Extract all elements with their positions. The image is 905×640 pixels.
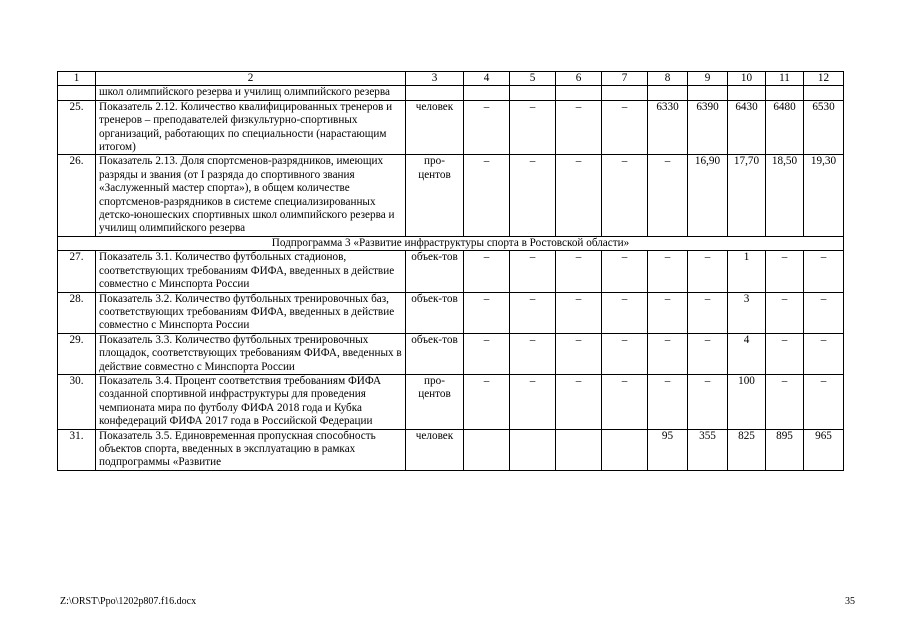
value-cell: – [510, 292, 556, 333]
indicator-text: школ олимпийского резерва и училищ олимпийского резерва [96, 86, 406, 100]
table-row [58, 333, 844, 374]
value-cell: 355 [688, 429, 728, 470]
value-cell: – [510, 251, 556, 292]
row-number: 25. [58, 100, 96, 155]
value-cell: – [464, 155, 510, 236]
value-cell: 19,30 [804, 155, 844, 236]
value-cell: – [688, 292, 728, 333]
value-cell: – [602, 100, 648, 155]
section-row [58, 236, 844, 250]
value-cell: 17,70 [728, 155, 766, 236]
row-number: 30. [58, 374, 96, 429]
indicator-table [57, 71, 844, 471]
value-cell: 6390 [688, 100, 728, 155]
value-cell [766, 86, 804, 100]
value-cell: – [464, 333, 510, 374]
table-row [58, 429, 844, 470]
value-cell [464, 86, 510, 100]
value-cell: – [648, 292, 688, 333]
row-number: 28. [58, 292, 96, 333]
value-cell: – [804, 374, 844, 429]
header-cell: 9 [688, 72, 728, 86]
value-cell: – [602, 155, 648, 236]
value-cell [556, 429, 602, 470]
value-cell: 1 [728, 251, 766, 292]
section-title: Подпрограмма 3 «Развитие инфраструктуры спорта в Ростовской области» [58, 236, 844, 250]
value-cell [556, 86, 602, 100]
value-cell: – [510, 333, 556, 374]
value-cell: – [464, 100, 510, 155]
value-cell: – [510, 155, 556, 236]
row-number: 26. [58, 155, 96, 236]
value-cell: 895 [766, 429, 804, 470]
file-path: Z:\ORST\Ppo\1202p807.f16.docx [60, 596, 197, 607]
value-cell [804, 86, 844, 100]
value-cell: – [602, 251, 648, 292]
unit-cell: объек-тов [406, 333, 464, 374]
value-cell: 4 [728, 333, 766, 374]
value-cell [728, 86, 766, 100]
header-cell: 8 [648, 72, 688, 86]
indicator-text: Показатель 3.4. Процент соответствия требованиям ФИФА созданной спортивной инфраструктуры для проведения чемпионата мира по футболу ФИФА 2018 года и Кубка конфедераций ФИФА 2017 года в Российской Федерации [96, 374, 406, 429]
indicator-text: Показатель 3.5. Единовременная пропускная способность объектов спорта, введенных в эксплуатацию в рамках подпрограммы «Развитие [96, 429, 406, 470]
page-number: 35 [845, 596, 855, 607]
unit-cell: про-центов [406, 374, 464, 429]
value-cell [688, 86, 728, 100]
value-cell: – [804, 333, 844, 374]
header-cell: 2 [96, 72, 406, 86]
value-cell: 100 [728, 374, 766, 429]
value-cell: – [602, 292, 648, 333]
value-cell: – [602, 374, 648, 429]
value-cell: – [648, 155, 688, 236]
value-cell: – [648, 333, 688, 374]
value-cell: 965 [804, 429, 844, 470]
table-row [58, 292, 844, 333]
header-cell: 7 [602, 72, 648, 86]
value-cell: – [510, 100, 556, 155]
value-cell: – [648, 251, 688, 292]
value-cell: – [464, 292, 510, 333]
unit-cell: объек-тов [406, 251, 464, 292]
value-cell: – [556, 374, 602, 429]
unit-cell: человек [406, 429, 464, 470]
value-cell: 6480 [766, 100, 804, 155]
value-cell: – [464, 251, 510, 292]
value-cell: – [464, 374, 510, 429]
row-number: 27. [58, 251, 96, 292]
value-cell: – [766, 333, 804, 374]
header-cell: 6 [556, 72, 602, 86]
unit-cell [406, 86, 464, 100]
value-cell [602, 86, 648, 100]
unit-cell: человек [406, 100, 464, 155]
value-cell: – [556, 292, 602, 333]
value-cell: – [688, 251, 728, 292]
value-cell: 16,90 [688, 155, 728, 236]
value-cell: – [688, 333, 728, 374]
unit-cell: про-центов [406, 155, 464, 236]
indicator-text: Показатель 2.12. Количество квалифицированных тренеров и тренеров – преподавателей физкультурно-спортивных организаций, работающих по специальности (нарастающим итогом) [96, 100, 406, 155]
table-row [58, 155, 844, 236]
value-cell: – [510, 374, 556, 429]
value-cell [464, 429, 510, 470]
unit-cell: объек-тов [406, 292, 464, 333]
value-cell: 18,50 [766, 155, 804, 236]
table-row [58, 374, 844, 429]
value-cell: – [556, 333, 602, 374]
value-cell: 6430 [728, 100, 766, 155]
value-cell: 825 [728, 429, 766, 470]
value-cell [510, 86, 556, 100]
value-cell: – [602, 333, 648, 374]
header-cell: 1 [58, 72, 96, 86]
value-cell [648, 86, 688, 100]
indicator-text: Показатель 3.2. Количество футбольных тренировочных баз, соответствующих требованиям ФИФА, введенных в действие совместно с Минспорта России [96, 292, 406, 333]
header-cell: 3 [406, 72, 464, 86]
header-row [58, 72, 844, 86]
table-row [58, 100, 844, 155]
value-cell: – [556, 155, 602, 236]
row-number: 29. [58, 333, 96, 374]
value-cell: – [556, 251, 602, 292]
value-cell: – [804, 251, 844, 292]
value-cell [510, 429, 556, 470]
row-number [58, 86, 96, 100]
row-number: 31. [58, 429, 96, 470]
value-cell: 6330 [648, 100, 688, 155]
indicator-text: Показатель 3.3. Количество футбольных тренировочных площадок, соответствующих требованиям ФИФА, введенных в действие совместно с Минспорта России [96, 333, 406, 374]
value-cell: 6530 [804, 100, 844, 155]
table-row [58, 86, 844, 100]
value-cell: 3 [728, 292, 766, 333]
value-cell: – [688, 374, 728, 429]
header-cell: 12 [804, 72, 844, 86]
header-cell: 11 [766, 72, 804, 86]
header-cell: 4 [464, 72, 510, 86]
value-cell: – [766, 251, 804, 292]
header-cell: 5 [510, 72, 556, 86]
table-row [58, 251, 844, 292]
value-cell: – [556, 100, 602, 155]
indicator-text: Показатель 3.1. Количество футбольных стадионов, соответствующих требованиям ФИФА, введенных в действие совместно с Минспорта России [96, 251, 406, 292]
value-cell: – [648, 374, 688, 429]
value-cell: – [804, 292, 844, 333]
value-cell: – [766, 374, 804, 429]
value-cell: 95 [648, 429, 688, 470]
value-cell [602, 429, 648, 470]
indicator-text: Показатель 2.13. Доля спортсменов-разрядников, имеющих разряды и звания (от I разряда до спортивного звания «Заслуженный мастер спорта»), в общем количестве спортсменов-разрядников в системе специализированных детско-юношеских спортивных школ олимпийского резерва и училищ олимпийского резерва [96, 155, 406, 236]
header-cell: 10 [728, 72, 766, 86]
value-cell: – [766, 292, 804, 333]
